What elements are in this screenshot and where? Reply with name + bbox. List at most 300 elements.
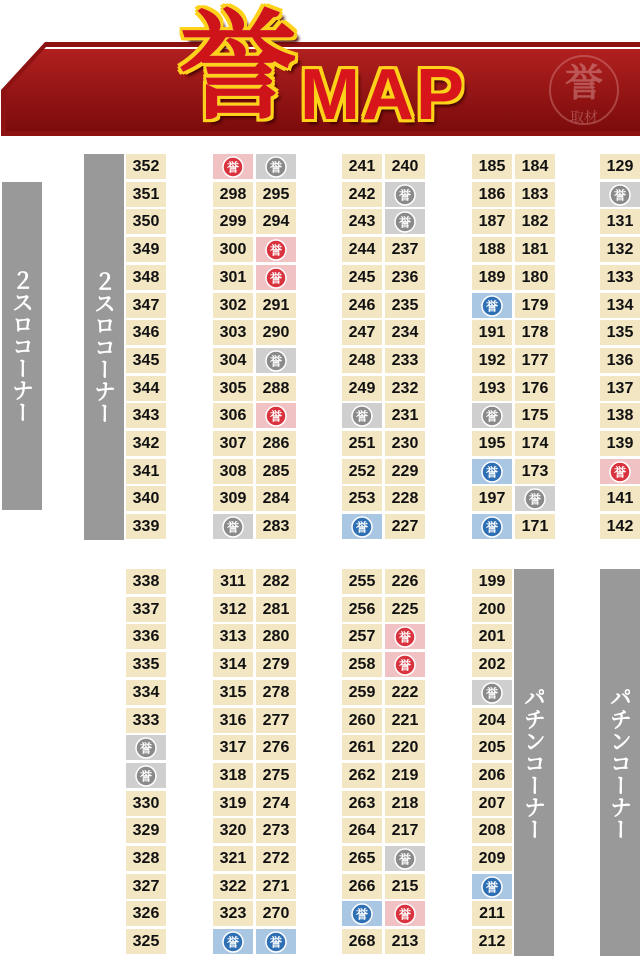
machine-cell[interactable] xyxy=(342,320,382,345)
machine-cell[interactable] xyxy=(385,597,425,622)
homare-emblem-icon xyxy=(265,267,287,289)
machine-cell[interactable] xyxy=(472,901,512,926)
machine-cell[interactable] xyxy=(385,680,425,705)
machine-cell[interactable] xyxy=(385,209,425,234)
homare-emblem-icon xyxy=(135,765,157,787)
machine-cell[interactable] xyxy=(600,265,640,290)
machine-number: 271 xyxy=(262,877,290,895)
machine-number: 305 xyxy=(219,379,247,397)
machine-number: 277 xyxy=(262,711,290,729)
machine-number: 193 xyxy=(478,379,506,397)
machine-cell[interactable] xyxy=(385,237,425,262)
machine-cell[interactable] xyxy=(213,486,253,511)
machine-cell[interactable] xyxy=(126,624,166,649)
machine-cell[interactable] xyxy=(600,514,640,539)
machine-number: 300 xyxy=(219,240,247,258)
machine-cell[interactable] xyxy=(515,348,555,373)
machine-cell[interactable] xyxy=(213,569,253,594)
seal-kanji: 誉 xyxy=(564,60,604,105)
machine-number: 341 xyxy=(132,462,160,480)
machine-cell[interactable] xyxy=(342,874,382,899)
machine-cell[interactable] xyxy=(126,182,166,207)
machine-number: 173 xyxy=(521,462,549,480)
machine-cell[interactable] xyxy=(472,929,512,954)
machine-cell[interactable] xyxy=(126,874,166,899)
machine-number: 337 xyxy=(132,600,160,618)
machine-cell[interactable] xyxy=(342,293,382,318)
machine-number: 339 xyxy=(132,517,160,535)
machine-cell[interactable] xyxy=(256,624,296,649)
homare-emblem-icon xyxy=(394,211,416,233)
machine-number: 280 xyxy=(262,627,290,645)
machine-cell[interactable] xyxy=(472,348,512,373)
machine-number: 209 xyxy=(478,849,506,867)
machine-cell[interactable] xyxy=(256,459,296,484)
machine-number: 309 xyxy=(219,489,247,507)
machine-cell[interactable] xyxy=(515,182,555,207)
machine-cell[interactable] xyxy=(515,431,555,456)
machine-number: 206 xyxy=(478,766,506,784)
machine-cell[interactable] xyxy=(385,459,425,484)
homare-emblem-icon xyxy=(265,931,287,953)
machine-cell[interactable] xyxy=(126,459,166,484)
svg-text:誉: 誉 xyxy=(398,658,412,672)
machine-cell[interactable] xyxy=(385,569,425,594)
machine-cell[interactable] xyxy=(385,708,425,733)
machine-cell[interactable] xyxy=(213,320,253,345)
machine-number: 234 xyxy=(391,323,419,341)
machine-number: 131 xyxy=(606,212,634,230)
machine-cell[interactable] xyxy=(342,403,382,428)
machine-cell[interactable] xyxy=(256,735,296,760)
machine-cell[interactable] xyxy=(472,791,512,816)
machine-number: 263 xyxy=(348,794,376,812)
machine-cell[interactable] xyxy=(213,348,253,373)
machine-cell[interactable] xyxy=(126,320,166,345)
machine-cell[interactable] xyxy=(472,154,512,179)
machine-cell[interactable] xyxy=(342,680,382,705)
machine-number: 343 xyxy=(132,406,160,424)
machine-cell[interactable] xyxy=(385,154,425,179)
machine-cell[interactable] xyxy=(342,708,382,733)
machine-cell[interactable] xyxy=(256,431,296,456)
machine-cell[interactable] xyxy=(256,237,296,262)
svg-text:誉: 誉 xyxy=(355,520,369,534)
machine-cell[interactable] xyxy=(600,237,640,262)
machine-cell[interactable] xyxy=(385,376,425,401)
svg-text:誉: 誉 xyxy=(398,907,412,921)
machine-cell[interactable] xyxy=(256,708,296,733)
machine-number: 240 xyxy=(391,157,419,175)
machine-number: 139 xyxy=(606,434,634,452)
machine-cell[interactable] xyxy=(213,818,253,843)
machine-number: 141 xyxy=(606,489,634,507)
machine-cell[interactable] xyxy=(342,763,382,788)
machine-cell[interactable] xyxy=(472,293,512,318)
machine-cell[interactable] xyxy=(256,209,296,234)
homare-emblem-icon xyxy=(222,931,244,953)
machine-cell[interactable] xyxy=(256,403,296,428)
machine-cell[interactable] xyxy=(213,846,253,871)
logo-kanji: 誉 xyxy=(178,0,297,136)
machine-cell[interactable] xyxy=(342,514,382,539)
machine-cell[interactable] xyxy=(126,403,166,428)
machine-cell[interactable] xyxy=(256,901,296,926)
homare-emblem-icon xyxy=(481,405,503,427)
machine-cell[interactable] xyxy=(126,652,166,677)
machine-cell[interactable] xyxy=(600,182,640,207)
machine-cell[interactable] xyxy=(213,459,253,484)
machine-cell[interactable] xyxy=(342,265,382,290)
machine-cell[interactable] xyxy=(515,209,555,234)
machine-cell[interactable] xyxy=(213,237,253,262)
machine-cell[interactable] xyxy=(515,237,555,262)
machine-cell[interactable] xyxy=(126,237,166,262)
svg-text:誉: 誉 xyxy=(269,354,283,368)
machine-cell[interactable] xyxy=(342,154,382,179)
machine-number: 248 xyxy=(348,351,376,369)
machine-number: 246 xyxy=(348,296,376,314)
machine-cell[interactable] xyxy=(342,818,382,843)
machine-cell[interactable] xyxy=(472,403,512,428)
machine-cell[interactable] xyxy=(126,569,166,594)
machine-cell[interactable] xyxy=(342,735,382,760)
machine-cell[interactable] xyxy=(256,154,296,179)
machine-cell[interactable] xyxy=(385,901,425,926)
machine-number: 133 xyxy=(606,268,634,286)
machine-cell[interactable] xyxy=(385,874,425,899)
machine-number: 220 xyxy=(391,738,419,756)
machine-cell[interactable] xyxy=(213,154,253,179)
machine-cell[interactable] xyxy=(342,459,382,484)
machine-number: 258 xyxy=(348,655,376,673)
machine-cell[interactable] xyxy=(342,791,382,816)
machine-cell[interactable] xyxy=(213,708,253,733)
machine-cell[interactable] xyxy=(213,652,253,677)
machine-number: 244 xyxy=(348,240,376,258)
machine-number: 218 xyxy=(391,794,419,812)
machine-cell[interactable] xyxy=(342,569,382,594)
machine-cell[interactable] xyxy=(385,293,425,318)
machine-number: 301 xyxy=(219,268,247,286)
machine-cell[interactable] xyxy=(126,431,166,456)
seal-watermark xyxy=(540,50,628,130)
machine-cell[interactable] xyxy=(600,459,640,484)
machine-cell[interactable] xyxy=(385,514,425,539)
machine-cell[interactable] xyxy=(472,182,512,207)
machine-number: 256 xyxy=(348,600,376,618)
machine-cell[interactable] xyxy=(213,182,253,207)
svg-text:誉: 誉 xyxy=(269,409,283,423)
machine-cell[interactable] xyxy=(385,403,425,428)
machine-cell[interactable] xyxy=(213,403,253,428)
machine-number: 262 xyxy=(348,766,376,784)
machine-cell[interactable] xyxy=(472,514,512,539)
machine-cell[interactable] xyxy=(385,624,425,649)
machine-number: 266 xyxy=(348,877,376,895)
machine-cell[interactable] xyxy=(515,376,555,401)
machine-cell[interactable] xyxy=(600,209,640,234)
machine-cell[interactable] xyxy=(213,680,253,705)
machine-number: 175 xyxy=(521,406,549,424)
machine-number: 257 xyxy=(348,627,376,645)
machine-cell[interactable] xyxy=(126,791,166,816)
machine-cell[interactable] xyxy=(213,763,253,788)
pachinko-corner-label-middle: パチンコーナー xyxy=(514,569,554,956)
machine-cell[interactable] xyxy=(342,624,382,649)
homare-emblem-icon xyxy=(265,350,287,372)
machine-cell[interactable] xyxy=(256,569,296,594)
machine-cell[interactable] xyxy=(213,376,253,401)
machine-cell[interactable] xyxy=(342,348,382,373)
machine-cell[interactable] xyxy=(472,680,512,705)
machine-cell[interactable] xyxy=(126,348,166,373)
svg-text:誉: 誉 xyxy=(398,188,412,202)
machine-number: 328 xyxy=(132,849,160,867)
machine-number: 347 xyxy=(132,296,160,314)
machine-cell[interactable] xyxy=(600,154,640,179)
machine-number: 138 xyxy=(606,406,634,424)
svg-text:誉: 誉 xyxy=(613,188,627,202)
svg-text:誉: 誉 xyxy=(226,520,240,534)
machine-cell[interactable] xyxy=(342,376,382,401)
machine-cell[interactable] xyxy=(472,265,512,290)
machine-cell[interactable] xyxy=(472,237,512,262)
machine-cell[interactable] xyxy=(213,901,253,926)
machine-number: 222 xyxy=(391,683,419,701)
machine-number: 348 xyxy=(132,268,160,286)
machine-number: 197 xyxy=(478,489,506,507)
svg-text:誉: 誉 xyxy=(355,907,369,921)
machine-cell[interactable] xyxy=(342,237,382,262)
machine-cell[interactable] xyxy=(385,791,425,816)
machine-cell[interactable] xyxy=(600,348,640,373)
machine-cell[interactable] xyxy=(600,431,640,456)
machine-cell[interactable] xyxy=(213,929,253,954)
machine-cell[interactable] xyxy=(126,154,166,179)
machine-cell[interactable] xyxy=(342,597,382,622)
machine-cell[interactable] xyxy=(126,265,166,290)
machine-cell[interactable] xyxy=(600,403,640,428)
machine-cell[interactable] xyxy=(515,459,555,484)
machine-cell[interactable] xyxy=(472,624,512,649)
machine-number: 195 xyxy=(478,434,506,452)
machine-cell[interactable] xyxy=(342,901,382,926)
machine-cell[interactable] xyxy=(472,597,512,622)
machine-number: 211 xyxy=(479,904,505,922)
machine-cell[interactable] xyxy=(256,929,296,954)
machine-cell[interactable] xyxy=(213,735,253,760)
machine-cell[interactable] xyxy=(472,874,512,899)
svg-text:誉: 誉 xyxy=(485,880,499,894)
slot-corner-label-right: ２スロコーナー xyxy=(84,154,124,540)
machine-cell[interactable] xyxy=(126,209,166,234)
machine-number: 243 xyxy=(348,212,376,230)
machine-cell[interactable] xyxy=(126,708,166,733)
machine-cell[interactable] xyxy=(472,486,512,511)
machine-cell[interactable] xyxy=(256,348,296,373)
machine-number: 330 xyxy=(132,794,160,812)
machine-cell[interactable] xyxy=(213,597,253,622)
machine-cell[interactable] xyxy=(515,265,555,290)
machine-cell[interactable] xyxy=(342,486,382,511)
machine-cell[interactable] xyxy=(256,376,296,401)
machine-cell[interactable] xyxy=(472,763,512,788)
machine-cell[interactable] xyxy=(472,735,512,760)
machine-cell[interactable] xyxy=(256,791,296,816)
machine-cell[interactable] xyxy=(600,376,640,401)
machine-number: 318 xyxy=(219,766,247,784)
machine-cell[interactable] xyxy=(126,901,166,926)
machine-cell[interactable] xyxy=(126,929,166,954)
machine-cell[interactable] xyxy=(256,514,296,539)
machine-cell[interactable] xyxy=(256,182,296,207)
homare-emblem-icon xyxy=(481,295,503,317)
machine-number: 253 xyxy=(348,489,376,507)
homare-emblem-icon xyxy=(481,516,503,538)
svg-text:誉: 誉 xyxy=(485,520,499,534)
machine-cell[interactable] xyxy=(385,735,425,760)
machine-cell[interactable] xyxy=(385,486,425,511)
machine-cell[interactable] xyxy=(256,320,296,345)
machine-cell[interactable] xyxy=(472,320,512,345)
machine-cell[interactable] xyxy=(126,486,166,511)
machine-number: 221 xyxy=(391,711,419,729)
machine-cell[interactable] xyxy=(472,846,512,871)
machine-number: 334 xyxy=(132,683,160,701)
machine-number: 174 xyxy=(521,434,549,452)
machine-number: 275 xyxy=(262,766,290,784)
machine-cell[interactable] xyxy=(126,514,166,539)
machine-cell[interactable] xyxy=(342,846,382,871)
machine-cell[interactable] xyxy=(256,846,296,871)
machine-cell[interactable] xyxy=(385,348,425,373)
machine-cell[interactable] xyxy=(385,929,425,954)
machine-cell[interactable] xyxy=(213,265,253,290)
machine-number: 251 xyxy=(348,434,376,452)
machine-cell[interactable] xyxy=(213,209,253,234)
machine-cell[interactable] xyxy=(472,209,512,234)
machine-number: 338 xyxy=(132,572,160,590)
machine-cell[interactable] xyxy=(256,680,296,705)
machine-cell[interactable] xyxy=(472,652,512,677)
machine-number: 349 xyxy=(132,240,160,258)
machine-number: 187 xyxy=(478,212,506,230)
machine-cell[interactable] xyxy=(385,182,425,207)
machine-cell[interactable] xyxy=(126,376,166,401)
machine-number: 268 xyxy=(348,932,376,950)
machine-cell[interactable] xyxy=(472,569,512,594)
machine-number: 295 xyxy=(262,185,290,203)
machine-number: 255 xyxy=(348,572,376,590)
machine-cell[interactable] xyxy=(256,597,296,622)
machine-cell[interactable] xyxy=(515,403,555,428)
machine-cell[interactable] xyxy=(472,459,512,484)
machine-number: 270 xyxy=(262,904,290,922)
machine-cell[interactable] xyxy=(600,320,640,345)
machine-number: 245 xyxy=(348,268,376,286)
machine-cell[interactable] xyxy=(256,652,296,677)
machine-cell[interactable] xyxy=(213,624,253,649)
machine-number: 180 xyxy=(521,268,549,286)
machine-cell[interactable] xyxy=(385,652,425,677)
machine-cell[interactable] xyxy=(256,818,296,843)
machine-cell[interactable] xyxy=(126,818,166,843)
machine-cell[interactable] xyxy=(213,514,253,539)
machine-cell[interactable] xyxy=(342,182,382,207)
svg-text:誉: 誉 xyxy=(226,160,240,174)
machine-cell[interactable] xyxy=(126,846,166,871)
machine-cell[interactable] xyxy=(385,763,425,788)
machine-number: 184 xyxy=(521,157,549,175)
machine-cell[interactable] xyxy=(600,293,640,318)
machine-number: 186 xyxy=(478,185,506,203)
machine-cell[interactable] xyxy=(342,929,382,954)
machine-number: 208 xyxy=(478,821,506,839)
machine-cell[interactable] xyxy=(256,265,296,290)
machine-cell[interactable] xyxy=(472,818,512,843)
machine-cell[interactable] xyxy=(256,763,296,788)
machine-cell[interactable] xyxy=(515,293,555,318)
machine-cell[interactable] xyxy=(342,209,382,234)
machine-cell[interactable] xyxy=(515,514,555,539)
machine-cell[interactable] xyxy=(213,874,253,899)
machine-number: 199 xyxy=(478,572,506,590)
machine-cell[interactable] xyxy=(256,293,296,318)
machine-number: 230 xyxy=(391,434,419,452)
machine-cell[interactable] xyxy=(126,597,166,622)
machine-cell[interactable] xyxy=(515,154,555,179)
machine-cell[interactable] xyxy=(126,293,166,318)
machine-cell[interactable] xyxy=(213,293,253,318)
machine-number: 212 xyxy=(478,932,506,950)
machine-cell[interactable] xyxy=(472,376,512,401)
machine-cell[interactable] xyxy=(385,265,425,290)
machine-cell[interactable] xyxy=(126,735,166,760)
machine-number: 233 xyxy=(391,351,419,369)
machine-cell[interactable] xyxy=(385,818,425,843)
machine-number: 259 xyxy=(348,683,376,701)
machine-cell[interactable] xyxy=(515,320,555,345)
machine-number: 178 xyxy=(521,323,549,341)
machine-cell[interactable] xyxy=(472,431,512,456)
machine-cell[interactable] xyxy=(126,680,166,705)
machine-number: 207 xyxy=(478,794,506,812)
machine-cell[interactable] xyxy=(385,846,425,871)
machine-cell[interactable] xyxy=(256,874,296,899)
machine-number: 200 xyxy=(478,600,506,618)
machine-cell[interactable] xyxy=(213,431,253,456)
machine-number: 188 xyxy=(478,240,506,258)
machine-number: 298 xyxy=(219,185,247,203)
machine-cell[interactable] xyxy=(126,763,166,788)
homare-emblem-icon xyxy=(394,626,416,648)
machine-cell[interactable] xyxy=(385,431,425,456)
machine-cell[interactable] xyxy=(342,431,382,456)
machine-cell[interactable] xyxy=(600,486,640,511)
machine-number: 237 xyxy=(391,240,419,258)
machine-cell[interactable] xyxy=(213,791,253,816)
machine-cell[interactable] xyxy=(342,652,382,677)
page-title: MAP xyxy=(300,55,466,135)
machine-cell[interactable] xyxy=(515,486,555,511)
svg-text:誉: 誉 xyxy=(139,769,153,783)
machine-cell[interactable] xyxy=(472,708,512,733)
machine-number: 313 xyxy=(219,627,247,645)
machine-cell[interactable] xyxy=(385,320,425,345)
machine-cell[interactable] xyxy=(256,486,296,511)
svg-text:誉: 誉 xyxy=(485,686,499,700)
